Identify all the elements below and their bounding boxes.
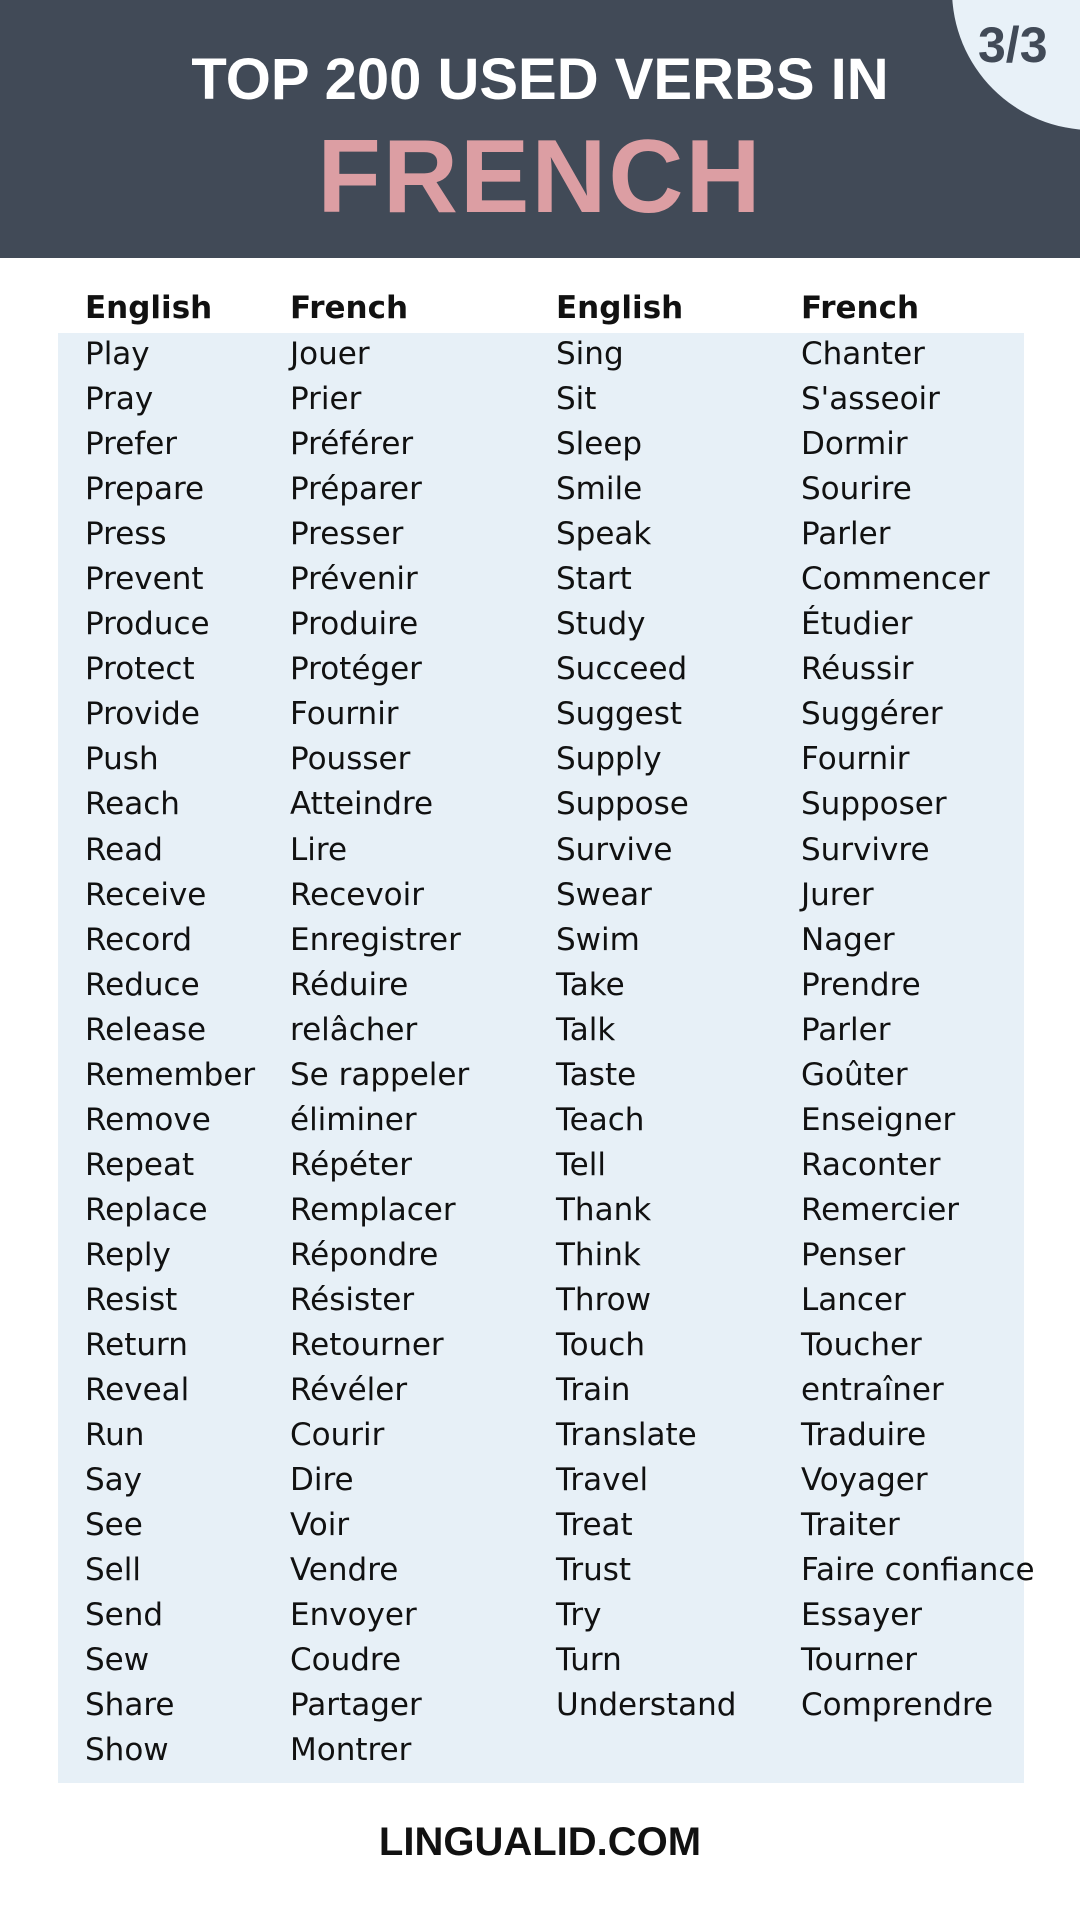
table-cell: Retourner [290, 1327, 444, 1364]
table-cell: Réussir [801, 651, 914, 688]
table-cell: Replace [85, 1191, 208, 1228]
table-cell: Show [85, 1732, 169, 1769]
header-banner [0, 0, 1080, 258]
table-cell: Remember [85, 1056, 256, 1093]
column-right-french [801, 284, 1035, 1728]
column-left-french [290, 284, 469, 1774]
table-cell: Commencer [801, 561, 990, 598]
table-cell: Suggest [556, 696, 683, 733]
table-cell: Survive [556, 831, 673, 868]
table-cell: Record [85, 921, 193, 958]
table-cell: Tell [556, 1146, 606, 1183]
table-cell: Toucher [801, 1327, 922, 1364]
table-cell: Goûter [801, 1056, 908, 1093]
table-cell: Voyager [801, 1462, 928, 1499]
table-cell: Touch [556, 1327, 645, 1364]
table-cell: Raconter [801, 1146, 941, 1183]
table-cell: Think [556, 1236, 641, 1273]
table-cell: Pousser [290, 741, 411, 778]
table-cell: Pray [85, 381, 154, 418]
table-cell: Swim [556, 921, 640, 958]
table-cell: Se rappeler [290, 1056, 470, 1093]
table-cell: Produire [290, 606, 419, 643]
table-cell: Nager [801, 921, 895, 958]
table-cell: Send [85, 1597, 164, 1634]
table-cell: Supposer [801, 786, 947, 823]
table-cell: Share [85, 1687, 175, 1724]
table-cell: Lancer [801, 1281, 906, 1318]
table-cell: Suggérer [801, 696, 943, 733]
table-cell: éliminer [290, 1101, 417, 1138]
table-cell: Reply [85, 1236, 171, 1273]
table-cell: Train [556, 1372, 631, 1409]
table-cell: Treat [556, 1507, 633, 1544]
table-cell: Dormir [801, 426, 908, 463]
column-left-english [85, 284, 255, 1774]
table-cell: Chanter [801, 336, 925, 372]
table-cell: Enseigner [801, 1101, 956, 1138]
table-cell: Essayer [801, 1597, 923, 1634]
table-cell: Fournir [290, 696, 399, 733]
table-cell: Voir [290, 1507, 350, 1544]
table-cell: Jouer [290, 336, 370, 372]
table-cell: Presser [290, 516, 404, 553]
table-cell: Reveal [85, 1372, 190, 1409]
table-cell: Sleep [556, 426, 643, 463]
table-cell: Prepare [85, 471, 205, 508]
table-cell: Smile [556, 471, 643, 508]
table-cell: Prefer [85, 426, 178, 463]
column-right-english [556, 284, 736, 1728]
table-cell: Taste [556, 1056, 637, 1093]
table-cell: Throw [556, 1281, 651, 1318]
table-cell: Swear [556, 876, 652, 913]
table-cell: Receive [85, 876, 207, 913]
table-cell: Prier [290, 381, 362, 418]
table-cell: See [85, 1507, 143, 1544]
table-cell: Talk [556, 1011, 616, 1048]
table-cell: Trust [556, 1552, 632, 1589]
table-cell: Understand [556, 1687, 737, 1724]
column-header: English [85, 290, 213, 326]
table-cell: Prévenir [290, 561, 418, 598]
table-cell: Traduire [801, 1417, 927, 1454]
table-cell: Protect [85, 651, 195, 688]
table-cell: Prendre [801, 966, 921, 1003]
table-cell: Produce [85, 606, 210, 643]
table-cell: Thank [556, 1191, 652, 1228]
table-cell: Sit [556, 381, 597, 418]
table-cell: Start [556, 561, 632, 598]
table-cell: Provide [85, 696, 200, 733]
table-cell: Run [85, 1417, 145, 1454]
table-cell: Courir [290, 1417, 385, 1454]
table-cell: Répondre [290, 1236, 439, 1273]
table-cell: S'asseoir [801, 381, 940, 418]
table-cell: Try [556, 1597, 602, 1634]
table-cell: Translate [556, 1417, 697, 1454]
table-cell: Supply [556, 741, 662, 778]
table-cell: Préférer [290, 426, 414, 463]
table-cell: Teach [556, 1101, 645, 1138]
table-cell: Sing [556, 336, 624, 372]
table-cell: Sew [85, 1642, 150, 1679]
table-cell: Suppose [556, 786, 689, 823]
table-cell: Press [85, 516, 167, 553]
table-cell: Parler [801, 516, 891, 553]
table-cell: Turn [556, 1642, 622, 1679]
table-cell: Remplacer [290, 1191, 456, 1228]
table-cell: Préparer [290, 471, 422, 508]
table-cell: Coudre [290, 1642, 402, 1679]
table-cell: Atteindre [290, 786, 434, 823]
table-cell: Traiter [801, 1507, 900, 1544]
table-cell: Recevoir [290, 876, 425, 913]
table-cell: Vendre [290, 1552, 399, 1589]
column-header: French [801, 290, 920, 326]
table-cell: Répéter [290, 1146, 412, 1183]
table-cell: Travel [556, 1462, 649, 1499]
table-cell: Penser [801, 1236, 906, 1273]
title-line-1: TOP 200 USED VERBS IN [191, 47, 889, 112]
table-cell: Read [85, 831, 163, 868]
table-cell: Say [85, 1462, 143, 1499]
table-cell: Survivre [801, 831, 930, 868]
table-cell: Résister [290, 1281, 415, 1318]
page-indicator: 3/3 [978, 17, 1048, 73]
table-cell: Faire confiance [801, 1552, 1035, 1589]
table-cell: Envoyer [290, 1597, 417, 1634]
table-cell: Dire [290, 1462, 354, 1499]
table-cell: Play [85, 336, 150, 372]
table-cell: Comprendre [801, 1687, 994, 1724]
table-cell: Fournir [801, 741, 910, 778]
table-cell: Sell [85, 1552, 141, 1589]
table-cell: Speak [556, 516, 652, 553]
table-cell: entraîner [801, 1372, 944, 1409]
title-line-2: FRENCH [317, 119, 763, 235]
table-cell: Réduire [290, 966, 409, 1003]
column-header: English [556, 290, 684, 326]
table-cell: Révéler [290, 1372, 408, 1409]
table-cell: Enregistrer [290, 921, 461, 958]
table-cell: Prevent [85, 561, 204, 598]
table-cell: Lire [290, 831, 348, 868]
table-cell: Repeat [85, 1146, 195, 1183]
table-cell: Resist [85, 1281, 178, 1318]
table-cell: relâcher [290, 1011, 418, 1048]
table-cell: Succeed [556, 651, 688, 688]
table-cell: Reduce [85, 966, 200, 1003]
column-header: French [290, 290, 409, 326]
table-cell: Reach [85, 786, 180, 823]
table-cell: Return [85, 1327, 188, 1364]
table-cell: Partager [290, 1687, 422, 1724]
table-cell: Étudier [801, 606, 913, 643]
table-cell: Montrer [290, 1732, 412, 1769]
table-cell: Parler [801, 1011, 891, 1048]
table-cell: Jurer [801, 876, 874, 913]
table-cell: Push [85, 741, 159, 778]
footer-brand: LINGUALID.COM [378, 1820, 702, 1864]
table-cell: Tourner [801, 1642, 917, 1679]
table-cell: Sourire [801, 471, 912, 508]
table-cell: Remercier [801, 1191, 960, 1228]
table-cell: Study [556, 606, 646, 643]
table-cell: Release [85, 1011, 207, 1048]
table-cell: Take [556, 966, 625, 1003]
table-cell: Protéger [290, 651, 422, 688]
table-cell: Remove [85, 1101, 211, 1138]
